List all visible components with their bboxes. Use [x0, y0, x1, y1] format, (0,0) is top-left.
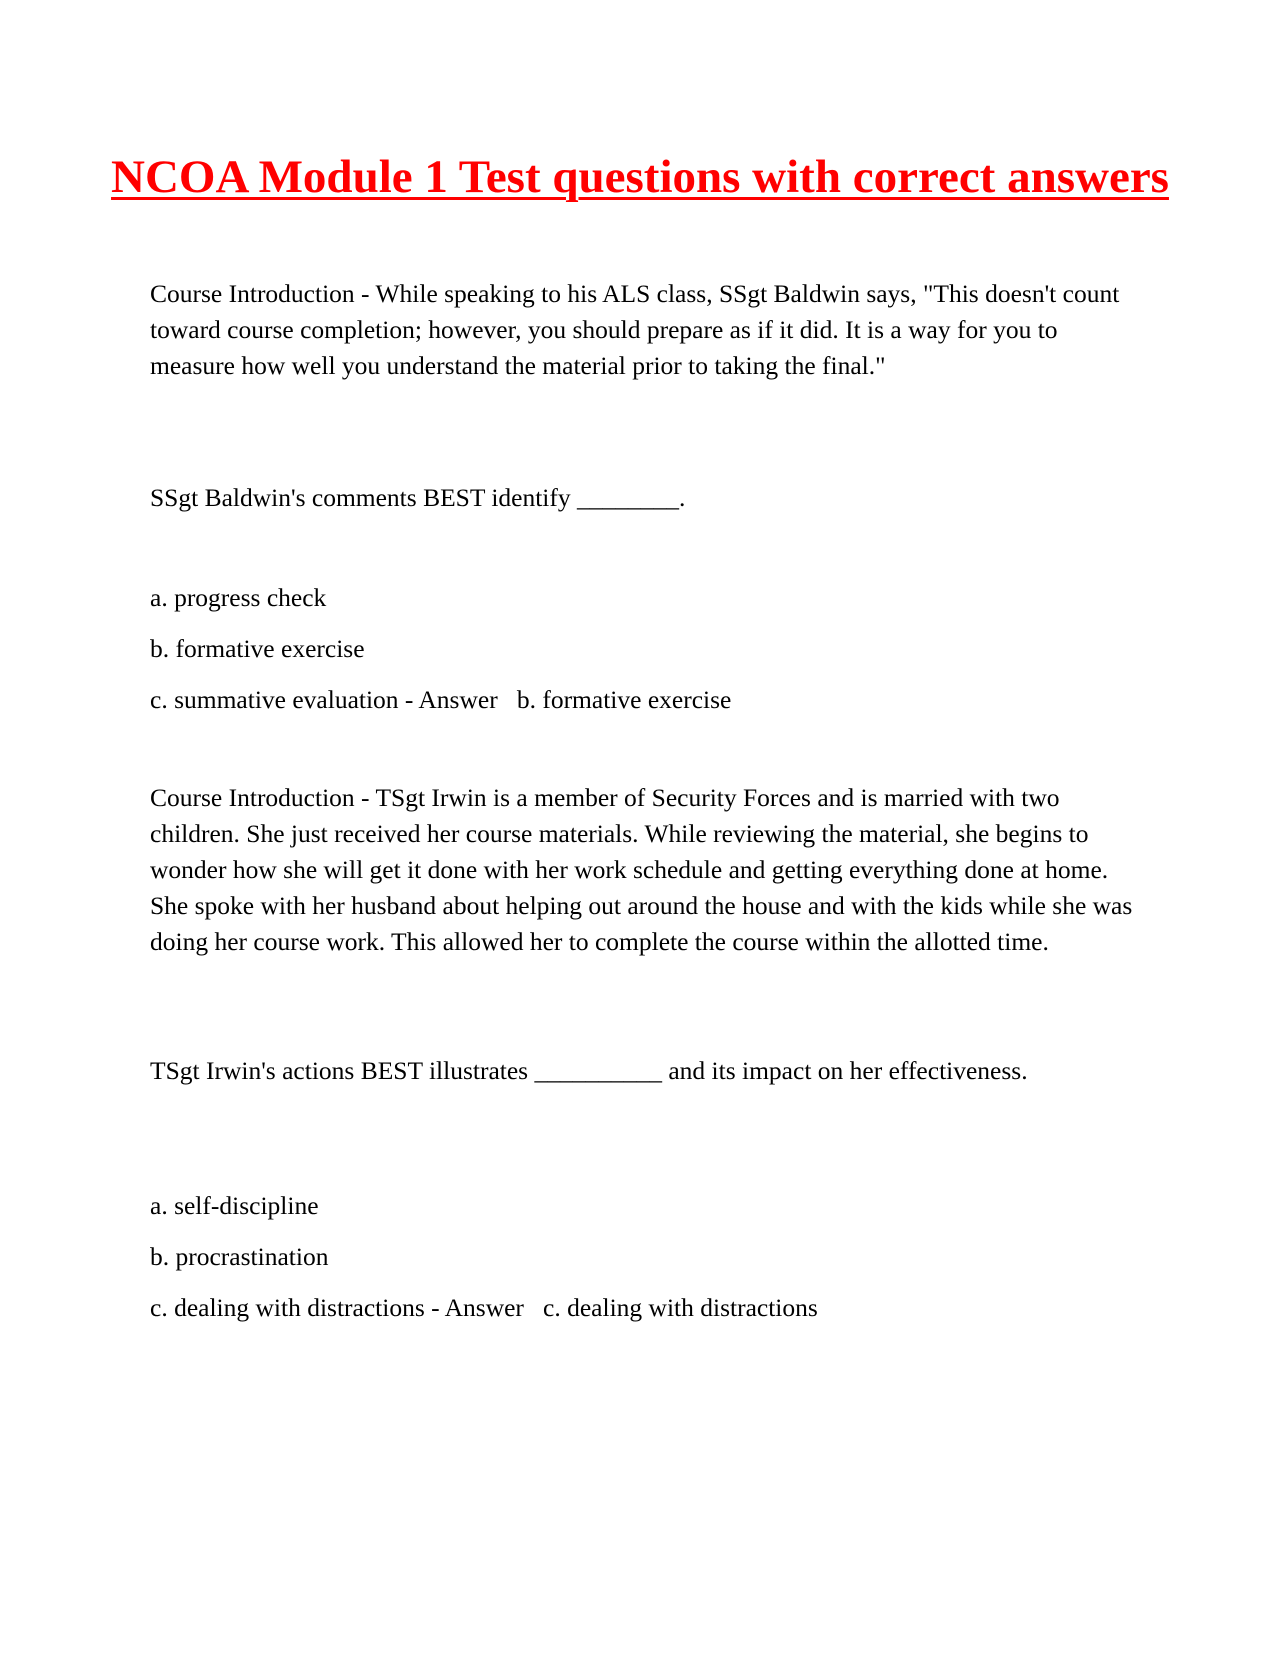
- question-1-prompt: SSgt Baldwin's comments BEST identify ________.: [150, 483, 686, 512]
- question-2-scenario: Course Introduction - TSgt Irwin is a member of Security Forces and is married with two children. She just received her course materials. While reviewing the material, she begins to wonder how she will get it done with her work schedule and getting everything done at home. She spoke with her husband about helping out around the house and with the kids while she was doing her course work. This allowed her to complete the course within the allotted time.: [150, 783, 1133, 956]
- question-2-option-b: b. procrastination: [150, 1242, 329, 1271]
- question-1-option-c-answer: c. summative evaluation - Answer b. formative exercise: [150, 685, 732, 714]
- question-2-prompt: TSgt Irwin's actions BEST illustrates __________ and its impact on her effectiveness.: [150, 1056, 1028, 1085]
- question-1-option-b: b. formative exercise: [150, 634, 365, 663]
- question-2-option-a: a. self-discipline: [150, 1191, 319, 1220]
- question-1-scenario: Course Introduction - While speaking to his ALS class, SSgt Baldwin says, "This doesn't count toward course completion; however, you should prepare as if it did. It is a way for you to measure how well you understand the material prior to taking the final.": [150, 279, 1120, 380]
- question-1-option-a: a. progress check: [150, 583, 327, 612]
- document-title: NCOA Module 1 Test questions with correct answers: [111, 151, 1169, 203]
- question-2-option-c-answer: c. dealing with distractions - Answer c. dealing with distractions: [150, 1293, 818, 1322]
